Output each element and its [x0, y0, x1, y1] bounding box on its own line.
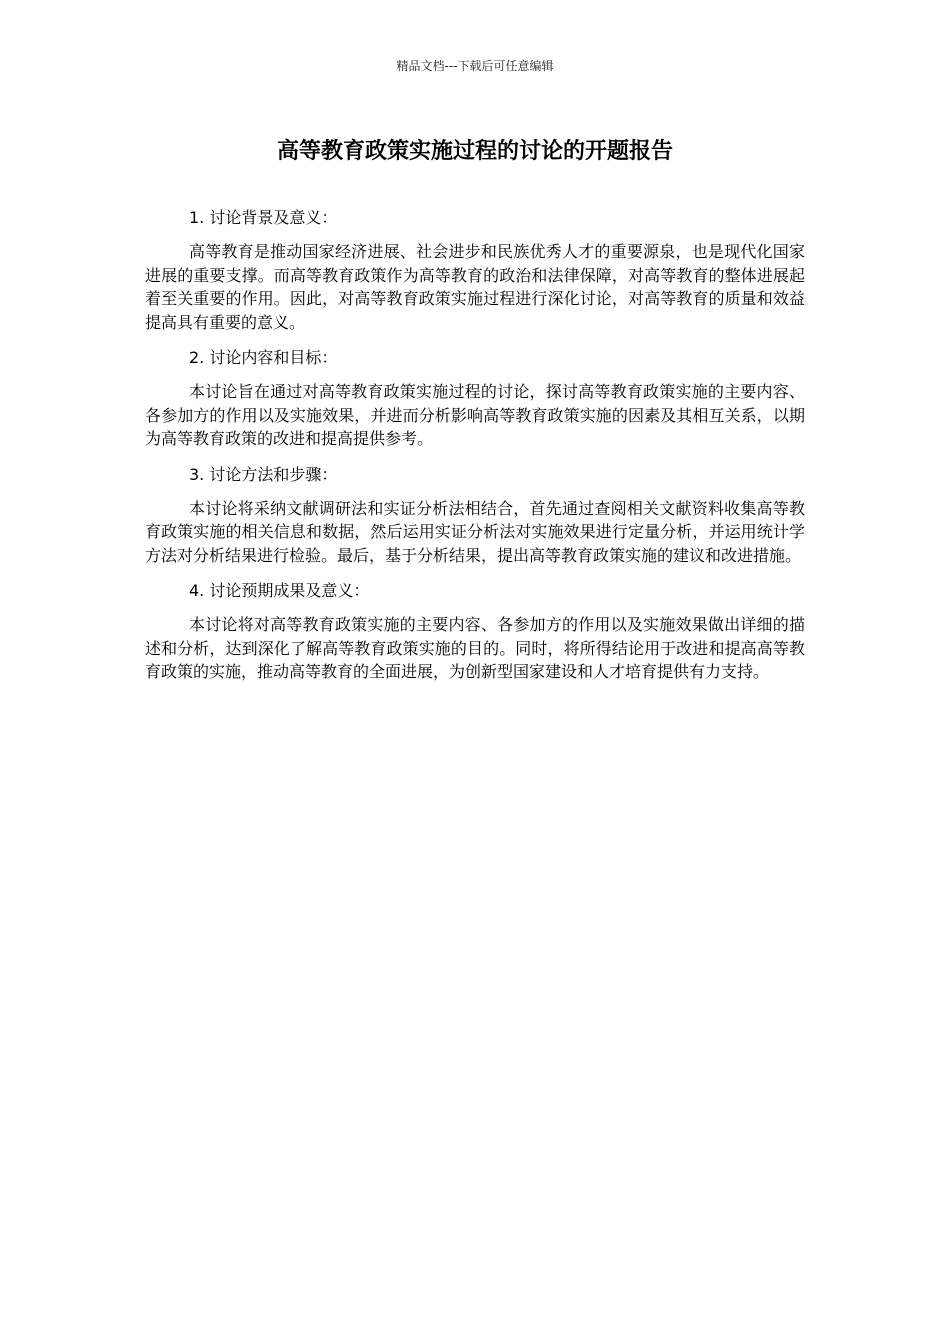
header-note: 精品文档---下载后可任意编辑 — [396, 59, 554, 73]
section-body-methods: 本讨论将采纳文献调研法和实证分析法相结合，首先通过查阅相关文献资料收集高等教育政策实施的相关信息和数据，然后运用实证分析法对实施效果进行定量分析，并运用统计学方法对分析结果进行检验。最后，基于分析结果，提出高等教育政策实施的建议和改进措施。 — [145, 498, 805, 565]
section-body-content-goals: 本讨论旨在通过对高等教育政策实施过程的讨论，探讨高等教育政策实施的主要内容、各参加方的作用以及实施效果，并进而分析影响高等教育政策实施的因素及其相互关系，以期为高等教育政策的改进和提高提供参考。 — [145, 382, 805, 448]
document-body — [145, 206, 805, 696]
document-title: 高等教育政策实施过程的讨论的开题报告 — [276, 139, 673, 164]
section-heading-expected-results: 4. 讨论预期成果及意义： — [189, 581, 370, 600]
section-heading-content-goals: 2. 讨论内容和目标： — [189, 348, 338, 367]
section-heading-background: 1. 讨论背景及意义： — [189, 208, 338, 227]
section-heading-methods: 3. 讨论方法和步骤： — [189, 464, 338, 484]
section-body-background: 高等教育是推动国家经济进展、社会进步和民族优秀人才的重要源泉，也是现代化国家进展的重要支撑。而高等教育政策作为高等教育的政治和法律保障，对高等教育的整体进展起着至关重要的作用。因此，对高等教育政策实施过程进行深化讨论，对高等教育的质量和效益提高具有重要的意义。 — [145, 242, 805, 332]
section-body-expected-results: 本讨论将对高等教育政策实施的主要内容、各参加方的作用以及实施效果做出详细的描述和分析，达到深化了解高等教育政策实施的目的。同时，将所得结论用于改进和提高高等教育政策的实施，推动高等教育的全面进展，为创新型国家建设和人才培育提供有力支持。 — [145, 615, 805, 681]
